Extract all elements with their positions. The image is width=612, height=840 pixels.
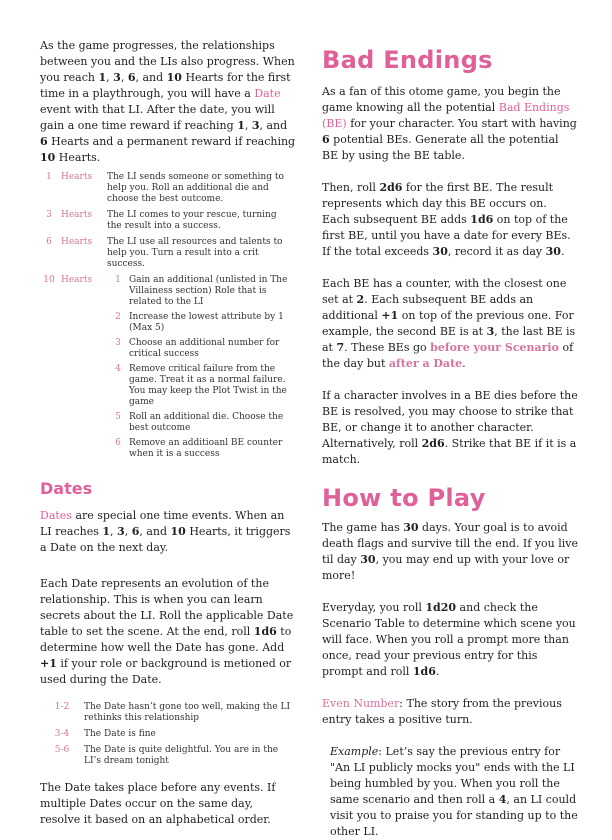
- hearts-number: 1: [46, 172, 52, 182]
- hearts-reward-table: [40, 172, 293, 469]
- hearts-intro-paragraph: As the game progresses, the relationships between you and the LIs also progress. When you reach 1, 3, 6, and 10 Hearts for the first time in a playthrough, you will have a Date event with that LI. After the date, you will gain a one time reward if reaching 1, 3, and 6 Hearts and a permanent reward if reaching 10 Hearts.: [40, 39, 296, 164]
- roll-range: 5-6: [54, 745, 70, 755]
- even-number-paragraph: Even Number: The story from the previous entry takes a positive turn.: [322, 697, 562, 726]
- outcome-text: The Date is quite delightful. You are in the LI’s dream tonight: [84, 745, 279, 766]
- after-date-keyword: after a Date: [388, 357, 463, 370]
- bad-endings-heading: Bad Endings: [322, 46, 493, 74]
- table-row: [40, 210, 293, 237]
- hearts-label: Hearts: [61, 237, 93, 247]
- hearts-reward-description: The LI sends someone or something to help you. Roll an additional die and choose the best outcome.: [107, 172, 284, 204]
- option-text: Remove an additioanl BE counter when it is a success: [129, 438, 283, 459]
- hearts-number: 10: [43, 275, 55, 285]
- hearts-reward-description: The LI use all resources and talents to help you. Turn a result into a crit success.: [107, 237, 283, 269]
- bad-endings-paragraph-4: If a character involves in a BE dies before the BE is resolved, you may choose to strike that BE, or change it to another character. Alternatively, roll 2d6. Strike that BE if it is a match.: [322, 389, 578, 466]
- option-number: 2: [115, 312, 121, 322]
- dates-paragraph-3: The Date takes place before any events. If multiple Dates occur on the same day, resolve it based on an alphabetical order.: [40, 781, 276, 826]
- option-text: Remove critical failure from the game. Treat it as a normal failure. You may keep the Plot Twist in the game: [129, 364, 287, 407]
- table-row: [40, 275, 293, 469]
- hearts-label: Hearts: [61, 275, 93, 285]
- table-row: [40, 702, 296, 729]
- table-row: [40, 237, 293, 275]
- list-item: [107, 275, 293, 312]
- table-row: [40, 729, 296, 745]
- list-item: [107, 412, 293, 438]
- outcome-text: The Date is fine: [84, 729, 156, 739]
- ten-hearts-subtable: [107, 275, 293, 464]
- outcome-text: The Date hasn’t gone too well, making the LI rethinks this relationship: [84, 702, 291, 723]
- how-to-play-paragraph-1: The game has 30 days. Your goal is to avoid death flags and survive till the end. If you live til day 30, you may end up with your love or more!: [322, 521, 579, 582]
- dates-heading: Dates: [40, 479, 93, 498]
- dates-paragraph-2: Each Date represents an evolution of the relationship. This is when you can learn secrets about the LI. Roll the applicable Date table to set the scene. At the end, roll 1d6 to determine how well the Date has gone. Add +1 if your role or background is metioned or used during the Date.: [40, 577, 294, 686]
- bad-endings-keyword: Bad Endings (BE): [322, 101, 570, 130]
- option-text: Choose an additional number for critical success: [129, 338, 280, 359]
- bad-endings-paragraph-1: As a fan of this otome game, you begin the game knowing all the potential Bad Endings (BE) for your character. You start with having 6 potential BEs. Generate all the potential BE by using the BE table.: [322, 85, 577, 162]
- hearts-number: 3: [46, 210, 52, 220]
- dates-paragraph-1: Dates are special one time events. When an LI reaches 1, 3, 6, and 10 Hearts, it triggers a Date on the next day.: [40, 509, 291, 554]
- option-number: 1: [115, 275, 121, 285]
- date-outcome-table: [40, 702, 296, 772]
- before-scenario-keyword: before your Scenario: [430, 341, 559, 354]
- option-number: 6: [115, 438, 121, 448]
- option-text: Roll an additional die. Choose the best outcome: [129, 412, 284, 433]
- option-number: 5: [115, 412, 121, 422]
- list-item: [107, 364, 293, 412]
- left-column: [40, 38, 296, 828]
- table-row: [40, 745, 296, 772]
- option-text: Increase the lowest attribute by 1 (Max 5): [129, 312, 284, 333]
- ten-hearts-options: [107, 275, 293, 469]
- hearts-number: 6: [46, 237, 52, 247]
- how-to-play-paragraph-2: Everyday, you roll 1d20 and check the Scenario Table to determine which scene you will face. When you roll a prompt more than once, read your previous entry for this prompt and roll 1d6.: [322, 601, 576, 678]
- roll-range: 1-2: [54, 702, 70, 712]
- dates-keyword: Dates: [40, 509, 72, 522]
- even-number-label: Even Number: [322, 697, 400, 710]
- table-row: [40, 172, 293, 210]
- example-label: Example: [330, 745, 379, 758]
- option-number: 3: [115, 338, 121, 348]
- date-keyword: Date: [254, 87, 281, 100]
- hearts-reward-description: The LI comes to your rescue, turning the result into a success.: [107, 210, 277, 231]
- roll-range: 3-4: [54, 729, 70, 739]
- list-item: [107, 338, 293, 364]
- bad-endings-paragraph-2: Then, roll 2d6 for the first BE. The result represents which day this BE occurs on. Each subsequent BE adds 1d6 on top of the first BE, until you have a date for every BEs. If the total exceeds 30, record it as day 30.: [322, 181, 571, 258]
- hearts-label: Hearts: [61, 172, 93, 182]
- right-column: [322, 38, 578, 840]
- bad-endings-paragraph-3: Each BE has a counter, with the closest one set at 2. Each subsequent BE adds an additional +1 on top of the previous one. For example, the second BE is at 3, the last BE is at 7. These BEs go before your Scenario of the day but after a Date.: [322, 277, 576, 370]
- option-text: Gain an additional (unlisted in The Villainess section) Role that is related to the LI: [129, 275, 288, 307]
- option-number: 4: [115, 364, 121, 374]
- hearts-label: Hearts: [61, 210, 93, 220]
- how-to-play-heading: How to Play: [322, 484, 486, 512]
- example-paragraph: Example: Let’s say the previous entry for "An LI publicly mocks you" ends with the LI being humbled by you. When you roll the same scenario and then roll a 4, an LI could visit you to praise you for standing up to the other LI.: [330, 745, 578, 838]
- list-item: [107, 438, 293, 464]
- list-item: [107, 312, 293, 338]
